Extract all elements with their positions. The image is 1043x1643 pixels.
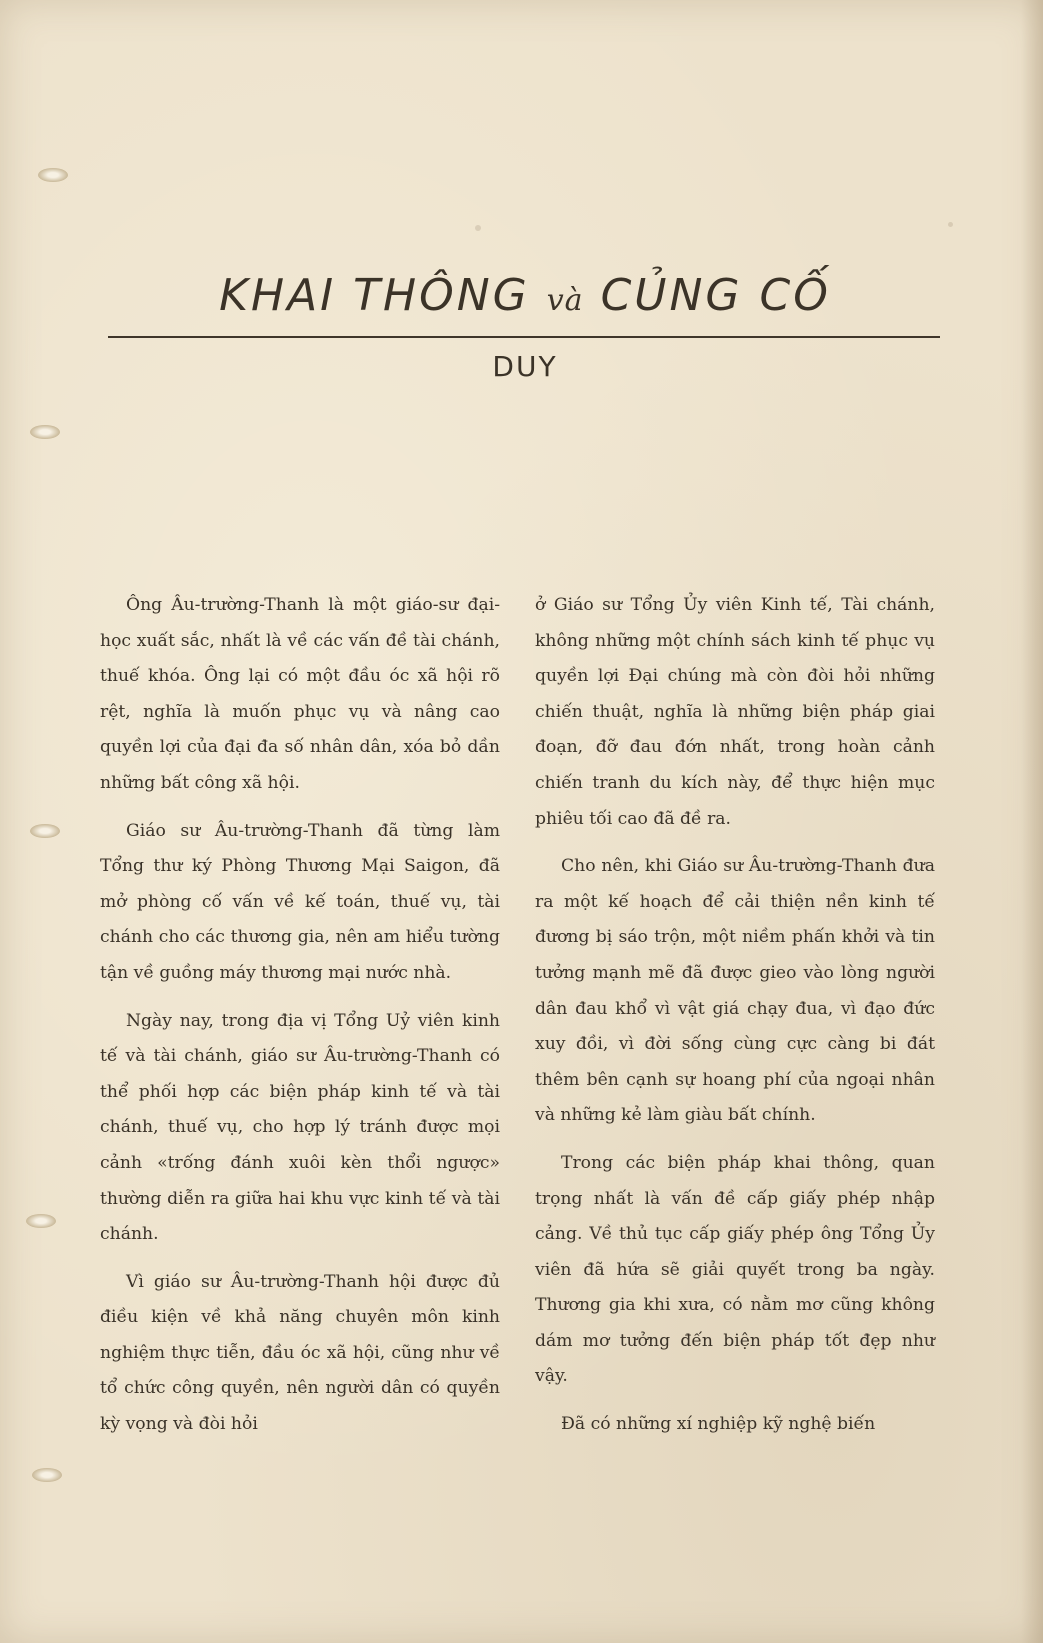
article-author: DUY [492,350,558,383]
title-connector: và [546,283,584,318]
paragraph: Giáo sư Âu-trường-Thanh đã từng làm Tổng thư ký Phòng Thương Mại Saigon, đã mở phòng cố vấn về kế toán, thuế vụ, tài chánh cho các thương gia, nên am hiểu tường tận về guồng máy thương mại nước nhà. [100,820,500,983]
text-column-right [535,588,935,1455]
ink-speck [948,222,953,227]
punch-hole-mark [30,824,60,838]
punch-hole-mark [30,425,60,439]
paragraph: Ngày nay, trong địa vị Tổng Uỷ viên kinh tế và tài chánh, giáo sư Âu-trường-Thanh có thể phối hợp các biện pháp kinh tế và tài chánh, thuế vụ, cho hợp lý tránh được mọi cảnh «trống đánh xuôi kèn thổi ngược» thường diễn ra giữa hai khu vực kinh tế và tài chánh. [100,1010,500,1245]
paragraph: Trong các biện pháp khai thông, quan trọng nhất là vấn đề cấp giấy phép nhập cảng. Về thủ tục cấp giấy phép ông Tổng Ủy viên đã hứa sẽ giải quyết trong ba ngày. Thương gia khi xưa, có nằm mơ cũng không dám mơ tưởng đến biện pháp tốt đẹp như vậy. [535,1152,935,1387]
paragraph: Vì giáo sư Âu-trường-Thanh hội được đủ điều kiện về khả năng chuyên môn kinh nghiệm thực tiễn, đầu óc xã hội, cũng như về tổ chức công quyền, nên người dân có quyền kỳ vọng và đòi hỏi [100,1271,500,1435]
punch-hole-mark [32,1468,62,1482]
paragraph: ở Giáo sư Tổng Ủy viên Kinh tế, Tài chánh, không những một chính sách kinh tế phục vụ quyền lợi Đại chúng mà còn đòi hỏi những chiến thuật, nghĩa là những biện pháp giai đoạn, đỡ đau đớn nhất, trong hoàn cảnh chiến tranh du kích này, để thực hiện mục phiêu tối cao đã đề ra. [535,595,935,829]
punch-hole-mark [26,1214,56,1228]
paragraph: Cho nên, khi Giáo sư Âu-trường-Thanh đưa ra một kế hoạch để cải thiện nền kinh tế đương bị sáo trộn, một niềm phấn khởi và tin tưởng mạnh mẽ đã được gieo vào lòng người dân đau khổ vì vật giá chạy đua, vì đạo đức xuy đồi, vì đời sống cùng cực càng bi đát thêm bên cạnh sự hoang phí của ngoại nhân và những kẻ làm giàu bất chính. [535,856,935,1126]
ink-speck [475,225,481,231]
punch-hole-mark [38,168,68,182]
text-column-left [100,588,500,1455]
paper-edge-shadow [1021,0,1043,1643]
title-part-1: KHAI THÔNG [219,270,530,321]
title-underline [108,336,940,338]
paragraph: Ông Âu-trường-Thanh là một giáo-sư đại-học xuất sắc, nhất là về các vấn đề tài chánh, thuế khóa. Ông lại có một đầu óc xã hội rõ rệt, nghĩa là muốn phục vụ và nâng cao quyền lợi của đại đa số nhân dân, xóa bỏ dần những bất công xã hội. [100,595,500,793]
title-part-2: CỦNG CỐ [600,270,831,321]
paragraph: Đã có những xí nghiệp kỹ nghệ biến [561,1414,876,1435]
article-title [110,270,940,321]
